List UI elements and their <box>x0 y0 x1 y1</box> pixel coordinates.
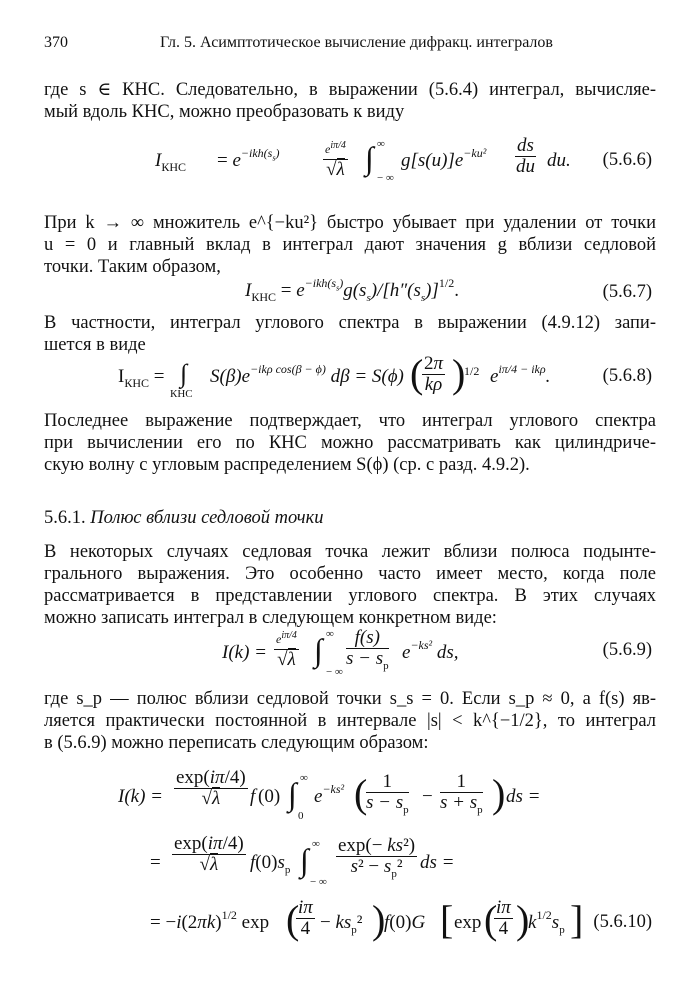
equation-number-5-6-7: (5.6.7) <box>602 282 652 302</box>
para4-line1: Последнее выражение подтверждает, что интеграл углового спектра <box>44 411 656 431</box>
para3-line1: В частности, интеграл углового спектра в выражении (4.9.12) запи- <box>44 313 656 333</box>
equation-number-5-6-9: (5.6.9) <box>602 640 652 660</box>
equation-5-6-10-line1: I(k) = $\frac{\exp(i\pi/4)}{√\lambda}$ f (0) ∫ ∞ 0 $e^{-ks^2}$ ( $\frac{1}{s - s_p}$ − $\frac{1}{s + s_p}$ ) ds = <box>118 767 541 822</box>
para5-line3: рассматривается в представлении углового спектра. В этих случаях <box>44 586 656 606</box>
section-number: 5.6.1. <box>44 508 86 528</box>
para5-line2: грального выражения. Это особенно часто имеет место, когда поле <box>44 564 656 584</box>
equation-5-6-7: $I_{КНС} = e^{-ikh(s_s)}g(s_s)/[h''(s_s)]^{1/2}$. <box>245 276 459 304</box>
para5-line4: можно записать интеграл в следующем конкретном виде: <box>44 608 497 628</box>
para3-line2: шется в виде <box>44 335 146 355</box>
equation-5-6-9: I(k) = $e^{i\pi/4}$ √λ ∫ ∞ − ∞ $\frac{f(s)}{s - s_p}$ $e^{-ks^2}$ ds, <box>222 627 459 678</box>
para4-line2: при вычислении его по КНС можно рассматривать как цилиндриче- <box>44 433 656 453</box>
para2-line3: точки. Таким образом, <box>44 257 221 277</box>
running-title: Гл. 5. Асимптотическое вычисление дифракц. интегралов <box>160 34 553 51</box>
para1-line2: мый вдоль КНС, можно преобразовать к виду <box>44 102 405 122</box>
equation-5-6-10-line3: = $-i(2\pi k)^{1/2}$ exp ( $\frac{i\pi}{4}$ − $ks_p^2$ ) f(0)G [ exp ( $\frac{i\pi}{4}$ ) $k^{1/2}s_p$ ] <box>150 897 584 942</box>
para2-line1: При k → ∞ множитель e^{−ku²} быстро убывает при удалении от точки <box>44 213 656 233</box>
equation-number-5-6-6: (5.6.6) <box>602 150 652 170</box>
equation-number-5-6-8: (5.6.8) <box>602 366 652 386</box>
para6-line1: где s_p — полюс вблизи седловой точки s_s = 0. Если s_p ≈ 0, а f(s) яв- <box>44 689 656 709</box>
equation-5-6-6: $I_{КНС}$ = $e^{-ikh(s_s)}$ $e^{i\pi/4}$ √λ ∫ ∞ − ∞ $g[s(u)]e^{-ku^2}$ $\frac{ds}{du}$ du. <box>155 135 571 184</box>
para6-line3: в (5.6.9) можно переписать следующим образом: <box>44 733 429 753</box>
para6-line2: ляется практически постоянной в интервале |s| < k^{−1/2}, то интеграл <box>44 711 656 731</box>
page-number: 370 <box>44 34 68 51</box>
equation-5-6-10-line2: = $\frac{\exp(i\pi/4)}{√\lambda}$ $f(0)s_p$ ∫ ∞ − ∞ $\frac{\text{exp(− ks²)}}{s^2 - s_p^2}$ ds = <box>150 833 455 888</box>
para1-line1: где s ∈ КНС. Следовательно, в выражении (5.6.4) интеграл, вычисляе- <box>44 80 656 100</box>
para5-line1: В некоторых случаях седловая точка лежит вблизи полюса подынте- <box>44 542 656 562</box>
para4-line3: скую волну с угловым распределением S(ϕ) (ср. с разд. 4.9.2). <box>44 455 530 475</box>
section-heading <box>44 507 324 529</box>
equation-number-5-6-10: (5.6.10) <box>593 912 652 932</box>
para2-line2: u = 0 и главный вклад в интеграл дают значения g вблизи седловой <box>44 235 656 255</box>
equation-5-6-8: $I_{КНС}$ = ∫ КНС $S(\beta)e^{-ik\rho cos(\beta - \phi)}$ dβ = S(ϕ) ( $\frac{2\pi}{k\rho}$ ) 1/2 $e^{i\pi/4 - ik\rho}$. <box>118 351 551 400</box>
section-title: Полюс вблизи седловой точки <box>90 508 324 528</box>
